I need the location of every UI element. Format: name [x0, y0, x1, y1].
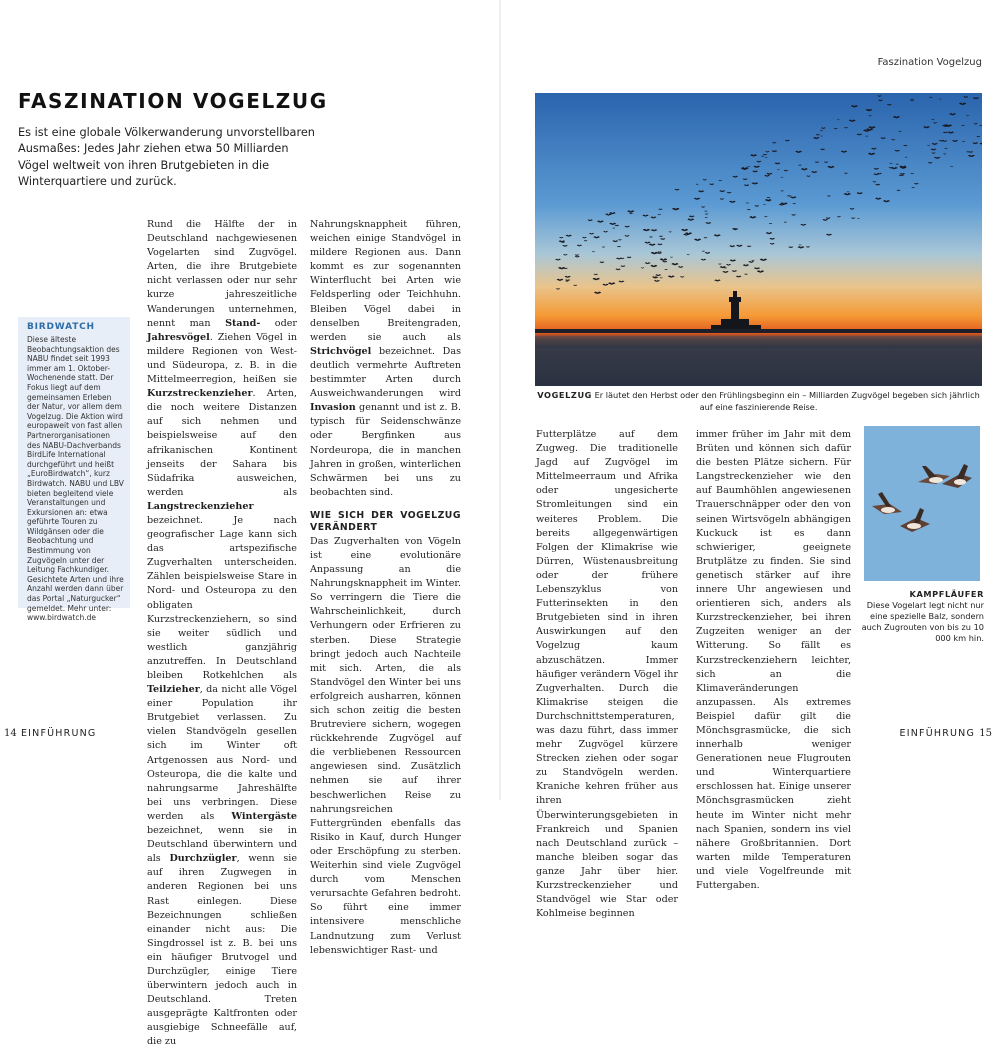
paragraph: Nahrungsknappheit führen, weichen einige Standvögel in mildere Regionen aus. Dann kommt es zur sogenannten Winterflucht bei Arten wie Feldsperling oder Teichhuhn. Bleiben Vögel dabei in denselben Breitengraden, werden sie auch als Strichvögel bezeichnet. Das deutlich vermehrte Auftreten bestimmter Arten durch Ausweichwanderungen wird Invasion genannt und ist z. B. typisch für Seidenschwänze oder Bergfinken aus Nordeuropa, die in manchen Jahren in großen, winterlichen Schwärmen bei uns zu beobachten sind. — [310, 219, 461, 498]
ruff-caption-text: Diese Vogelart legt nicht nur eine spezielle Balz, sondern auch Zugrouten von bis zu 10 000 km hin. — [861, 600, 984, 643]
birdwatch-sidebar — [18, 317, 130, 623]
folio-left: 14 EINFÜHRUNG — [4, 728, 97, 739]
photo-caption: VOGELZUG Er läutet den Herbst oder den Frühlingsbeginn ein – Milliarden Zugvögel begeben sich jährlich auf eine faszinierende Reise. — [537, 390, 980, 412]
sidebar-title: BIRDWATCH — [27, 322, 95, 332]
sidebar-body: Diese älteste Beobachtungsaktion des NABU findet seit 1993 immer am 1. Oktober-Wochenende statt. Der Fokus liegt auf dem gemeinsamen Erleben der Natur, vor allem dem Vogelzug. Die Aktion wird europaweit von fast allen Partnerorganisationen des NABU-Dachverbands BirdLife International durchgeführt und heißt „EuroBirdwatch“, kurz Birdwatch. NABU und LBV bieten begleitend viele Veranstaltungen und Exkursionen an: etwa geführte Touren zu Wildgänsen oder die Beobachtung und Bestimmung von Zugvögeln unter der Leitung Fachkundiger. Gesichtete Arten und ihre Anzahl werden dann über das Portal „Naturgucker“ gemeldet. Mehr unter: www.birdwatch.de — [27, 335, 124, 623]
section-subhead: WIE SICH DER VOGELZUG VERÄNDERT — [310, 509, 461, 533]
ruff-caption — [856, 589, 984, 644]
page-title: FASZINATION VOGELZUG — [18, 89, 328, 113]
bird-migration-photo — [535, 93, 982, 386]
body-column-3: Futterplätze auf dem Zugweg. Die traditionelle Jagd auf Zugvögel im Mittelmeerraum und Afrika oder ungesicherte Stromleitungen sind ein weiteres Problem. Die bereits allgegenwärtigen Folgen der Klimakrise wie Dürren, Wüstenausbreitung oder der frühere Lebenszyklus von Futterinsekten in den Brutgebieten sind in ihren Auswirkungen auf den Vogelzug kaum abzuschätzen. Immer häufiger verändern Vögel ihr Zugverhalten. Durch die Klimakrise steigen die Durchschnittstemperaturen, was dazu führt, dass immer mehr Zugvögel kürzere Strecken ziehen oder sogar zu Standvögeln werden. Kraniche kehren früher aus ihren Überwinterungsgebieten in Frankreich und Spanien nach Deutschland zurück – manche bleiben sogar das ganze Jahr über hier. Kurzstreckenzieher und Standvögel wie Star oder Kohlmeise beginnen — [536, 429, 678, 920]
intro-text: Es ist eine globale Völkerwanderung unvorstellbaren Ausmaßes: Jedes Jahr ziehen etwa 50 Milliarden Vögel weltweit von ihren Brutgebieten in die Winterquartiere und zurück. — [18, 126, 315, 188]
folio-right: EINFÜHRUNG 15 — [899, 728, 992, 739]
paragraph: Das Zugverhalten von Vögeln ist eine evolutionäre Anpassung an die Nahrungsknappheit im Winter. So verringern die Tiere die Wahrscheinlichkeit, durch Verhungern oder Erfrieren zu sterben. Diese Strategie bringt jedoch auch Nachteile mit sich. Arten, die als Standvögel den Winter bei uns erfolgreich ausharren, können sich schon zeitig die besten Brutreviere sichern, wogegen rückkehrende Zugvögel auf die verbliebenen Ressourcen angewiesen sind. Zusätzlich nehmen sie auf ihrer beschwerlichen Reise zu nahrungsreichen Futtergründen ebenfalls das Risiko in Kauf, durch Hunger oder Erschöpfung zu sterben. Weiterhin sind viele Zugvögel durch vom Menschen verursachte Gefahren bedroht. So führt eine immer intensivere menschliche Landnutzung zum Verlust lebenswichtiger Rast- und — [310, 535, 461, 956]
book-gutter — [499, 0, 501, 800]
ruff-birds-photo — [864, 426, 980, 581]
running-head: Faszination Vogelzug — [877, 57, 982, 68]
body-column-2 — [310, 218, 461, 958]
body-column-1: Rund die Hälfte der in Deutschland nachgewiesenen Vogelarten sind Zugvögel. Arten, die ihre Brutgebiete nicht verlassen oder nur sehr kurze jahreszeitliche Wanderungen unternehmen, nennt man Stand- oder Jahresvögel. Ziehen Vögel in mildere Regionen von West- und Südeuropa, z. B. in die Mittelmeerregion, heißen sie Kurzstreckenzieher. Arten, die noch weitere Distanzen auf sich nehmen und beispielsweise auf den afrikanischen Kontinent jenseits der Sahara bis Südafrika ausweichen, werden als Langstreckenzieher bezeichnet. Je nach geografischer Lage kann sich das artspezifische Zugverhalten unterscheiden. Zählen beispielsweise Stare in Nord- und Osteuropa zu den obligaten Kurzstreckenziehern, so sind sie weiter südlich und westlich ganzjährig anzutreffen. In Deutschland bleiben Rotkehlchen als Teilzieher, da nicht alle Vögel einer Population ihr Brutgebiet verlassen. Zu vielen Standvögeln gesellen sich im Winter oft Artgenossen aus Nord- und Osteuropa, die die kalte und nahrungsarme Jahreshälfte bei uns verbringen. Diese werden als Wintergäste bezeichnet, wenn sie in Deutschland überwintern und als Durchzügler, wenn sie auf ihren Zugwegen in anderen Regionen bei uns Rast einlegen. Diese Bezeichnungen schließen einander nicht aus: Die Singdrossel ist z. B. bei uns ein häufiger Brutvogel und Durchzügler, einige Tiere überwintern jedoch auch in Deutschland. Treten ausgeprägte Kaltfronten oder ausgiebige Schneefälle auf, die zu — [147, 219, 297, 1048]
ruff-caption-title: KAMPFLÄUFER — [909, 589, 984, 599]
body-column-4: immer früher im Jahr mit dem Brüten und können sich dafür die besten Plätze sichern. Für Langstreckenzieher wie den auf Baumhöhlen angewiesenen Trauerschnäpper oder den von seinen Wirtsvögeln abhängigen Kuckuck ist es dann schwieriger, geeignete Brutplätze zu finden. Sie sind genetisch stärker auf ihre innere Uhr angewiesen und orientieren sich, anders als Kurzstreckenzieher, bei ihren Zugzeiten weniger an der Witterung. So fällt es Kurzstreckenziehern leichter, sich an die Klimaveränderungen anzupassen. Als extremes Beispiel dafür gilt die Mönchsgrasmücke, die sich innerhalb weniger Generationen neue Flugrouten und Winterquartiere erschlossen hat. Einige unserer Mönchsgrasmücken zieht heute im Winter nicht mehr nach Spanien, sondern ins viel nähere Großbritannien. Dort warten milde Temperaturen und viele Vogelfreunde mit Futtergaben. — [696, 429, 851, 891]
